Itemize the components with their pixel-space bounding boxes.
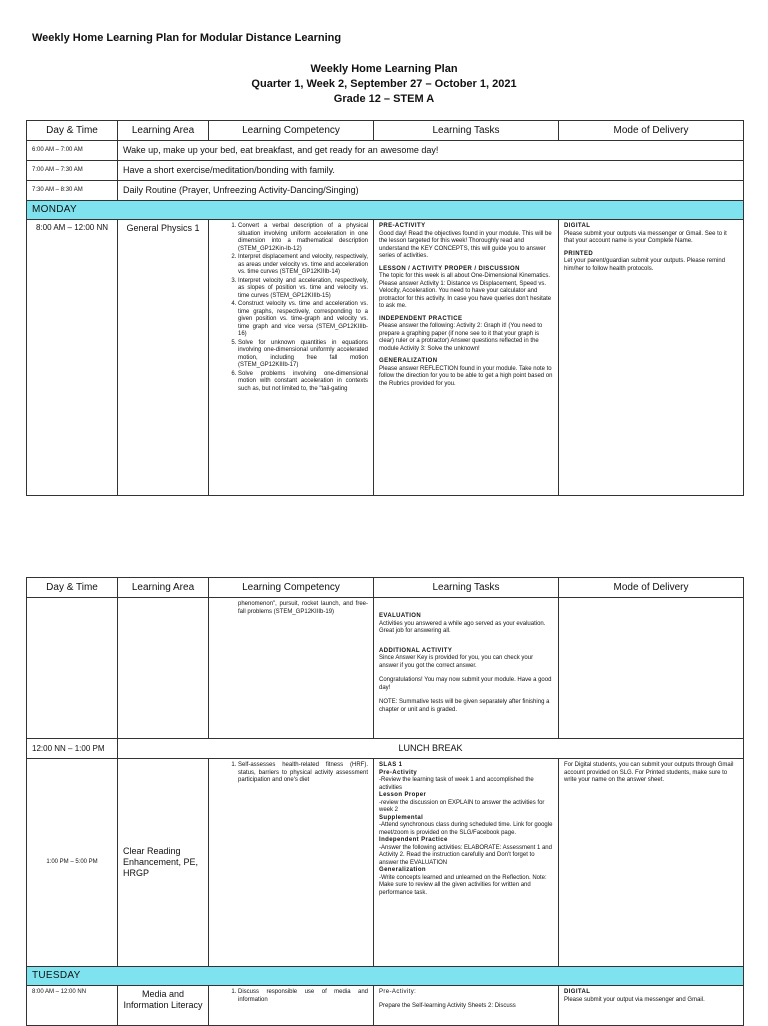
day-label: MONDAY <box>27 201 744 220</box>
table-header-row <box>27 578 744 598</box>
task-heading: LESSON / ACTIVITY PROPER / DISCUSSION <box>379 265 520 272</box>
continued-row <box>27 598 744 739</box>
header-competency: Learning Competency <box>209 121 374 141</box>
task-heading: Generalization <box>379 867 426 873</box>
competency-item: 4. Construct velocity vs. time and acceleration vs. time graphs, respectively, corresponding to a given position vs. time-graph and velocity vs. time graph and vice versa (STEM_GP12KIIIb-16) <box>238 301 368 339</box>
header-tasks: Learning Tasks <box>374 578 559 598</box>
task-heading: Supplemental <box>379 814 424 821</box>
lunch-label: LUNCH BREAK <box>118 739 744 759</box>
monday-mode <box>559 220 744 496</box>
day-row-monday <box>27 201 744 220</box>
lunch-time: 12:00 NN – 1:00 PM <box>27 739 118 759</box>
task-body: -Review the learning task of week 1 and accomplished the activities <box>379 777 534 791</box>
lunch-row <box>27 739 744 759</box>
tuesday-competencies <box>209 986 374 1026</box>
task-body: Since Answer Key is provided for you, you can check your answer if you got the correct answer. <box>379 655 534 669</box>
task-body: -review the discussion on EXPLAIN to answer the activities for week 2 <box>379 799 545 813</box>
plan-table-page1 <box>26 120 744 496</box>
task-heading: GENERALIZATION <box>379 358 438 364</box>
task-heading: PRE-ACTIVITY <box>379 223 426 229</box>
competency-item: 1. Discuss responsible use of media and information <box>238 989 368 1004</box>
monday-row <box>27 220 744 496</box>
day-row-tuesday <box>27 967 744 986</box>
task-heading: Lesson Proper <box>379 792 427 798</box>
task-heading: EVALUATION <box>379 613 422 619</box>
plan-grade: Grade 12 – STEM A <box>333 93 435 105</box>
continued-area <box>118 598 209 739</box>
header-time: Day & Time <box>27 121 118 141</box>
header-mode: Mode of Delivery <box>559 121 744 141</box>
tuesday-area: Media and Information Literacy <box>118 986 209 1026</box>
task-body: NOTE: Summative tests will be given separately after finishing a chapter or unit and is graded. <box>379 699 550 713</box>
task-heading: Independent Practice <box>379 837 448 843</box>
afternoon-competencies <box>209 759 374 967</box>
competency-item: 2. Interpret displacement and velocity, respectively, as areas under velocity vs. time and acceleration vs. time curves (STEM_GP12KIIIb-14) <box>238 254 368 277</box>
tuesday-row <box>27 986 744 1026</box>
task-body: Please answer REFLECTION found in your module. Take note to follow the direction for you to be able to get a high point based on the Rubrics provided for you. <box>379 365 553 387</box>
monday-time: 8:00 AM – 12:00 NN <box>27 220 118 496</box>
header-area: Learning Area <box>118 121 209 141</box>
task-body: Good day! Read the objectives found in your module. This will be the lesson targeted for this week! Thoroughly read and understand the KEY CONCEPTS, this will guide you to answer series of activities. <box>379 230 552 259</box>
routine-time: 7:00 AM – 7:30 AM <box>27 161 118 181</box>
task-body: -Write concepts learned and unlearned on the Reflection. Note: Make sure to review all the given activities for written and performance task. <box>379 874 547 896</box>
mode-body: Please submit your outputs via messenger or Gmail. See to it that your account name is your Complete Name. <box>564 230 727 244</box>
task-body: Prepare the Self-learning Activity Sheets 2: Discuss <box>379 1002 516 1009</box>
task-heading: Pre-Activity: <box>379 989 417 995</box>
title-block <box>0 62 768 107</box>
mode-heading: DIGITAL <box>564 223 591 229</box>
competency-item: 1. Convert a verbal description of a physical situation involving uniform acceleration in one dimension into a mathematical description (STEM_GP12Kin-Ib-12) <box>238 223 368 253</box>
routine-row <box>27 141 744 161</box>
competency-item: 6. Solve problems involving one-dimensional motion with constant acceleration in contexts such as, but not limited to, the "tail-gating <box>238 371 368 394</box>
document-heading: Weekly Home Learning Plan for Modular Distance Learning <box>32 32 342 44</box>
mode-body: Let your parent/guardian submit your outputs. Please remind him/her to follow health protocols. <box>564 258 726 272</box>
plan-quarter: Quarter 1, Week 2, September 27 – October 1, 2021 <box>251 78 517 90</box>
header-tasks: Learning Tasks <box>374 121 559 141</box>
continued-time <box>27 598 118 739</box>
header-competency: Learning Competency <box>209 578 374 598</box>
task-body: Please answer the following: Activity 2: Graph it! (You need to prepare a graphing paper (if none see to it that your graph is clear) ruler or a protractor) Answer questions reflected in the module Activity 3: Solve the unknown! <box>379 323 543 352</box>
afternoon-time: 1:00 PM – 5:00 PM <box>27 759 118 967</box>
task-body: Congratulations! You may now submit your module. Have a good day! <box>379 677 552 691</box>
task-body: -Answer the following activities: ELABORATE: Assessment 1 and Activity 2. Read the instruction carefully and Don't forget to answer the EVALUATION <box>379 844 552 866</box>
task-heading: Pre-Activity <box>379 769 418 776</box>
competency-item: phenomenon", pursuit, rocket launch, and free-fall problems (STEM_GP12KIIIb-19) <box>238 601 368 615</box>
task-heading: INDEPENDENT PRACTICE <box>379 315 463 322</box>
continued-tasks <box>374 598 559 739</box>
mode-heading: DIGITAL <box>564 989 591 995</box>
continued-mode <box>559 598 744 739</box>
competency-item: 5. Solve for unknown quantities in equations involving one-dimensional uniformly accelerated motion, including free fall motion (STEM_GP12KIIIb-17) <box>238 340 368 370</box>
afternoon-mode: For Digital students, you can submit your outputs through Gmail account provided on SLG. For Printed students, make sure to write your name on the answer sheet. <box>559 759 744 967</box>
task-heading: SLAS 1 <box>379 762 403 768</box>
table-header-row <box>27 121 744 141</box>
routine-text: Have a short exercise/meditation/bonding with family. <box>118 161 744 181</box>
task-body: The topic for this week is all about One-Dimensional Kinematics. Please answer Activity 1: Distance vs Displacement, Speed vs. Velocity, Acceleration. You need to have your calculator and protractor for this activity. In case you have queries don't hesitate to ask me. <box>379 273 552 309</box>
continued-competency <box>209 598 374 739</box>
routine-time: 6:00 AM – 7:00 AM <box>27 141 118 161</box>
routine-row <box>27 181 744 201</box>
afternoon-row <box>27 759 744 967</box>
task-body: -Attend synchronous class during scheduled time. Link for google meet/zoom is provided on the SLG/Facebook page. <box>379 822 553 836</box>
task-heading: ADDITIONAL ACTIVITY <box>379 647 453 654</box>
mode-heading: PRINTED <box>564 250 594 257</box>
routine-text: Wake up, make up your bed, eat breakfast, and get ready for an awesome day! <box>118 141 744 161</box>
task-body: Activities you answered a while ago served as your evaluation. Great job for answering all. <box>379 620 546 634</box>
competency-item: 1. Self-assesses health-related fitness (HRF). status, barriers to physical activity assessment participation and one's diet <box>238 762 368 785</box>
afternoon-area: Clear Reading Enhancement, PE, HRGP <box>118 759 209 967</box>
mode-body: Please submit your output via messenger and Gmail. <box>564 996 705 1003</box>
routine-text: Daily Routine (Prayer, Unfreezing Activity-Dancing/Singing) <box>118 181 744 201</box>
header-mode: Mode of Delivery <box>559 578 744 598</box>
tuesday-tasks <box>374 986 559 1026</box>
plan-table-page2 <box>26 577 744 1026</box>
routine-row <box>27 161 744 181</box>
header-time: Day & Time <box>27 578 118 598</box>
monday-competencies <box>209 220 374 496</box>
tuesday-mode <box>559 986 744 1026</box>
monday-area: General Physics 1 <box>118 220 209 496</box>
routine-time: 7:30 AM – 8:30 AM <box>27 181 118 201</box>
day-label: TUESDAY <box>27 967 744 986</box>
plan-title: Weekly Home Learning Plan <box>310 63 458 75</box>
monday-tasks <box>374 220 559 496</box>
tuesday-time: 8:00 AM – 12:00 NN <box>27 986 118 1026</box>
header-area: Learning Area <box>118 578 209 598</box>
afternoon-tasks <box>374 759 559 967</box>
competency-item: 3. Interpret velocity and acceleration, respectively, as slopes of position vs. time and velocity vs. time curves (STEM_GP12KIIIb-15) <box>238 278 368 301</box>
